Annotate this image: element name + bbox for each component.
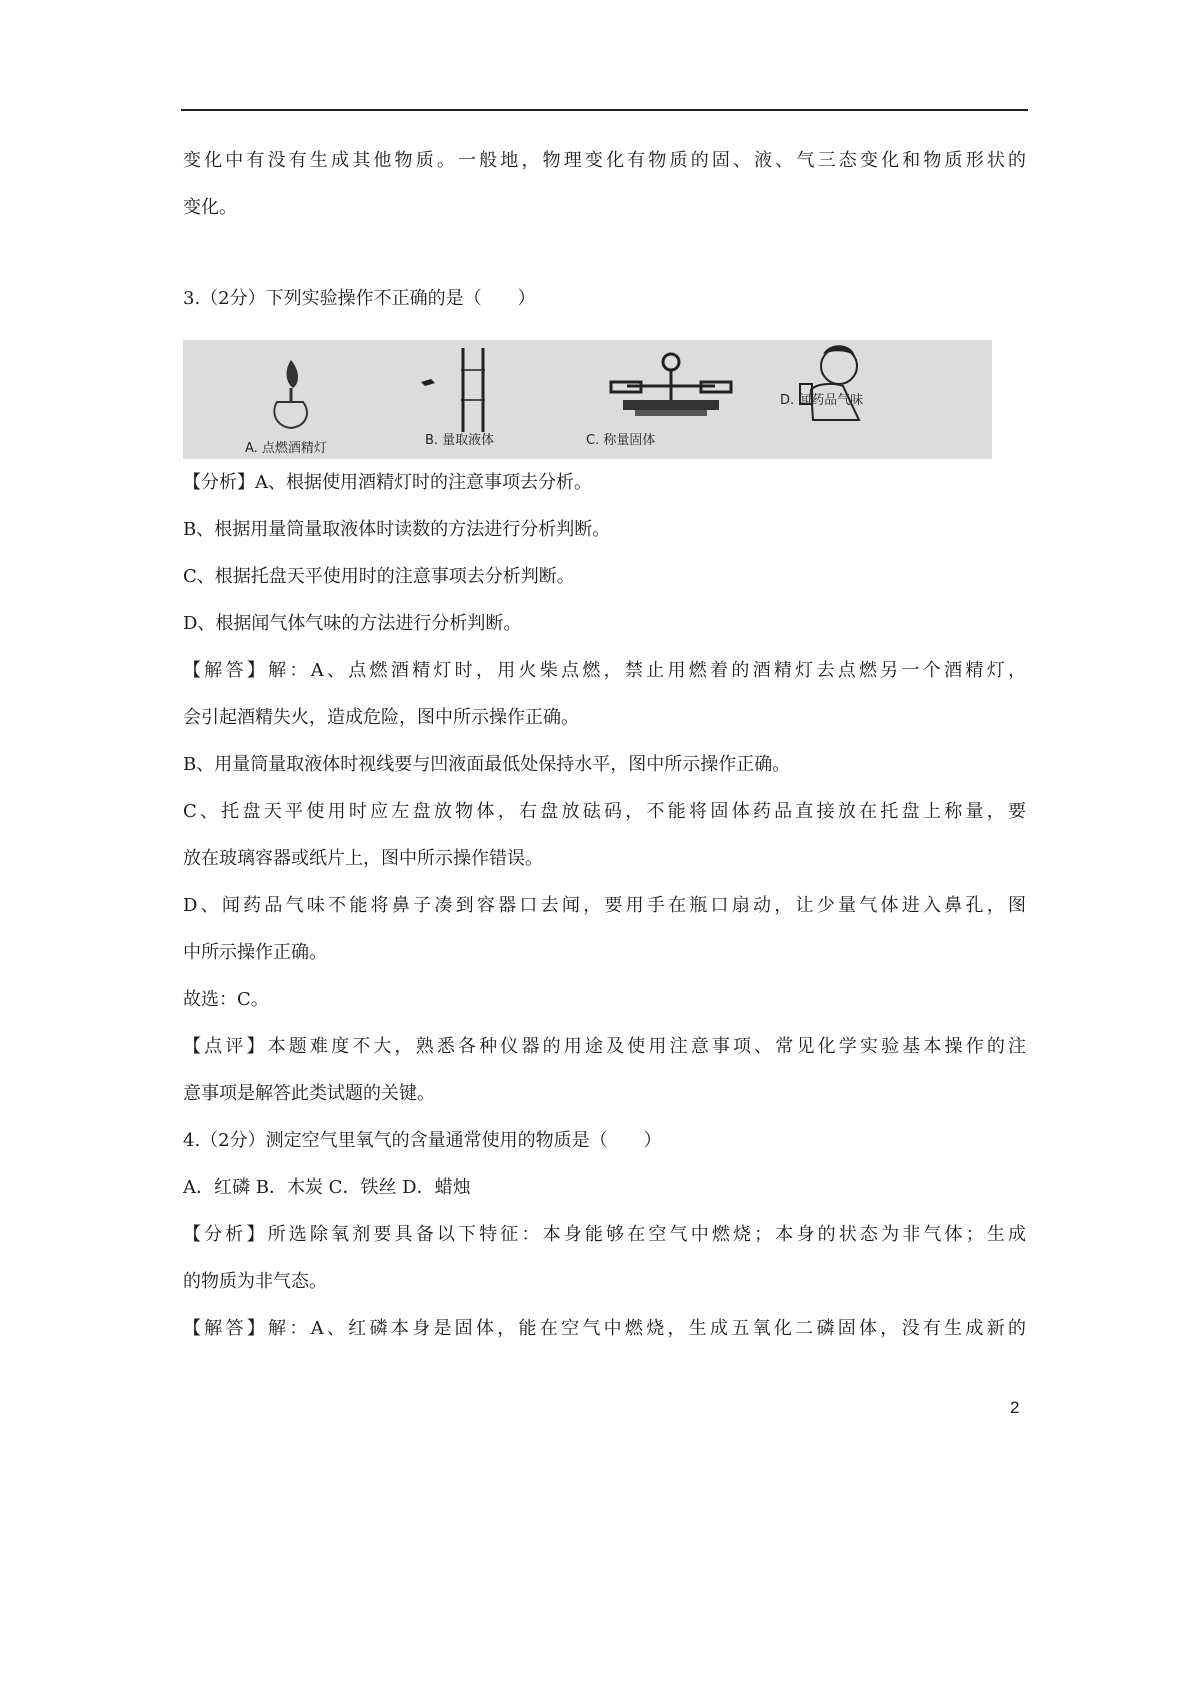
q4-title: 4.（2分）测定空气里氧气的含量通常使用的物质是（ ）	[183, 1130, 662, 1151]
page-number: 2	[1010, 1398, 1020, 1417]
q3-answer-line-7: 中所示操作正确。	[183, 942, 327, 963]
q3-analysis-line-3: C、根据托盘天平使用时的注意事项去分析判断。	[183, 566, 575, 587]
q3-answer-line-2: 会引起酒精失火，造成危险，图中所示操作正确。	[183, 707, 579, 728]
alcohol-lamp-illustration	[274, 360, 307, 428]
intro-line-2: 变化。	[183, 197, 237, 218]
q3-title: 3.（2分）下列实验操作不正确的是（ ）	[183, 288, 536, 309]
q3-analysis-line-4: D、根据闻气体气味的方法进行分析判断。	[183, 613, 522, 634]
figure-label-b: B. 量取液体	[425, 433, 495, 448]
intro-line-1: 变化中有没有生成其他物质。一般地，物理变化有物质的固、液、气三态变化和物质形状的	[183, 150, 1026, 171]
q3-analysis-line-2: B、根据用量筒量取液体时读数的方法进行分析判断。	[183, 519, 611, 540]
figure-label-c: C. 称量固体	[586, 433, 656, 448]
q4-analysis-line-1: 【分析】所选除氧剂要具备以下特征：本身能够在空气中燃烧；本身的状态为非气体；生成	[183, 1224, 1026, 1245]
q3-review-line-2: 意事项是解答此类试题的关键。	[183, 1083, 435, 1104]
balance-illustration	[611, 354, 731, 416]
measuring-cylinder-illustration	[421, 348, 485, 432]
q3-body	[183, 470, 1026, 1342]
q3-answer-line-5: 放在玻璃容器或纸片上，图中所示操作错误。	[183, 848, 543, 869]
q4-answer-line-1: 【解答】解：A、红磷本身是固体，能在空气中燃烧，生成五氧化二磷固体，没有生成新的	[183, 1318, 1026, 1339]
figure-label-a: A. 点燃酒精灯	[245, 441, 327, 456]
q3-answer-line-3: B、用量筒量取液体时视线要与凹液面最低处保持水平，图中所示操作正确。	[183, 754, 791, 775]
figure-label-d: D. 闻药品气味	[780, 393, 864, 408]
q3-answer-line-6: D、闻药品气味不能将鼻子凑到容器口去闻，要用手在瓶口扇动，让少量气体进入鼻孔，图	[183, 895, 1026, 916]
person-smelling-illustration	[800, 345, 859, 420]
q3-answer-line-4: C、托盘天平使用时应左盘放物体，右盘放砝码，不能将固体药品直接放在托盘上称量，要	[183, 801, 1026, 822]
q3-figure	[183, 340, 992, 459]
q3-review-line-1: 【点评】本题难度不大，熟悉各种仪器的用途及使用注意事项、常见化学实验基本操作的注	[183, 1036, 1026, 1057]
q3-analysis-line-1: 【分析】A、根据使用酒精灯时的注意事项去分析。	[183, 472, 592, 493]
header-rule	[181, 109, 1028, 111]
q3-answer-line-8: 故选：C。	[183, 989, 269, 1010]
q3-answer-line-1: 【解答】解：A、点燃酒精灯时，用火柴点燃，禁止用燃着的酒精灯去点燃另一个酒精灯，	[183, 660, 1026, 681]
q3-figure-drawing	[183, 340, 992, 459]
q4-options: A．红磷 B．木炭 C．铁丝 D．蜡烛	[183, 1177, 471, 1198]
page-body	[183, 148, 1026, 312]
q4-analysis-line-2: 的物质为非气态。	[183, 1271, 327, 1292]
